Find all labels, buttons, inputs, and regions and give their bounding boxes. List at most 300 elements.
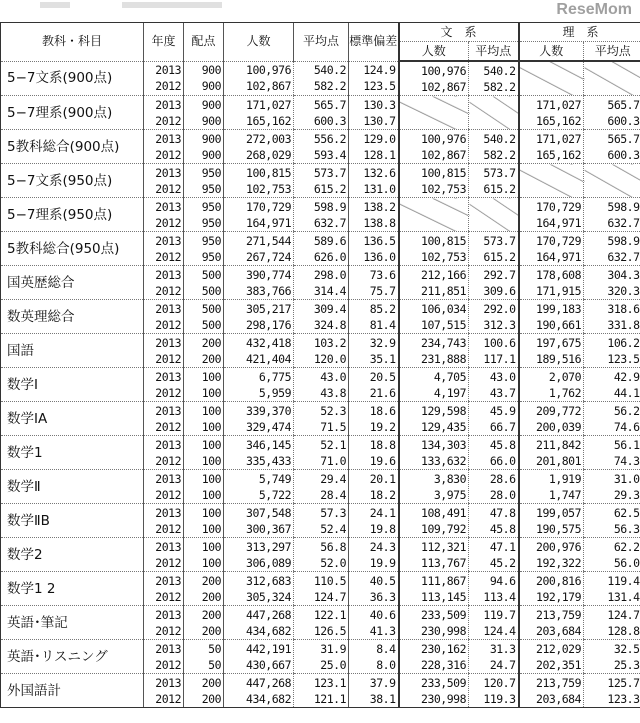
watermark-logo: ReseMom [556, 1, 632, 18]
value-2013: 136.5 [363, 233, 396, 248]
value-2012: 200 [201, 623, 221, 638]
value-2013: 2013 [155, 233, 181, 248]
rikei-avg-cell [584, 504, 640, 538]
year-cell [144, 640, 184, 674]
value-2012: 38.1 [369, 691, 396, 706]
table-row [1, 674, 640, 708]
rikei-count-cell [519, 232, 584, 266]
value-2012: 120.0 [313, 351, 346, 366]
value-2012: 950 [201, 249, 221, 264]
avg-cell [294, 572, 349, 606]
bunkei-avg-cell [469, 572, 519, 606]
count-cell [224, 606, 294, 640]
bunkei-avg-cell [469, 266, 519, 300]
rikei-avg-cell [584, 300, 640, 334]
value-2012: 306,089 [246, 555, 291, 570]
count-cell [224, 130, 294, 164]
value-2013: 950 [201, 165, 221, 180]
avg-cell [294, 164, 349, 198]
rikei-count-cell [519, 130, 584, 164]
header-subject: 教科・科目 [1, 23, 144, 62]
value-2013: 124.7 [607, 607, 640, 622]
value-2013: 318.6 [607, 301, 640, 316]
value-2013: 234,743 [421, 335, 466, 350]
value-2012: 2012 [155, 249, 181, 264]
value-2013: 950 [201, 199, 221, 214]
value-2012: 45.2 [489, 555, 516, 570]
value-2012: 2012 [155, 283, 181, 298]
value-2013: 565.7 [313, 97, 346, 112]
value-2013: 40.5 [369, 573, 396, 588]
value-2013: 272,003 [246, 131, 291, 146]
bunkei-avg-cell [469, 640, 519, 674]
value-2012: 128.8 [607, 623, 640, 638]
value-2012: 2012 [155, 623, 181, 638]
value-2012: 331.8 [607, 317, 640, 332]
value-2012: 615.2 [483, 249, 516, 264]
value-2013: 2013 [155, 437, 181, 452]
points-cell [184, 232, 224, 266]
value-2012: 100 [201, 453, 221, 468]
value-2013: 292.0 [483, 301, 516, 316]
value-2013: 124.9 [363, 63, 396, 78]
rikei-count-cell [519, 198, 584, 232]
bunkei-count-cell [399, 266, 469, 300]
value-2013: 6,775 [258, 369, 291, 384]
value-2013: 47.8 [489, 505, 516, 520]
year-cell [144, 436, 184, 470]
count-cell [224, 300, 294, 334]
value-2012: 113,145 [421, 589, 466, 604]
header-bunkei-avg: 平均点 [469, 42, 519, 62]
value-2013: 62.5 [613, 505, 640, 520]
rikei-avg-cell [584, 266, 640, 300]
bunkei-count-cell [399, 436, 469, 470]
value-2012: 131.0 [363, 181, 396, 196]
value-2013: 170,729 [536, 199, 582, 214]
points-cell [184, 334, 224, 368]
avg-cell [294, 674, 349, 708]
value-2012: 43.8 [320, 385, 346, 400]
value-2013: 31.3 [489, 641, 516, 656]
bunkei-count-cell [399, 368, 469, 402]
value-2013: 5,749 [258, 471, 291, 486]
value-2013: 20.5 [369, 369, 396, 384]
value-2013: 94.6 [489, 573, 516, 588]
avg-cell [294, 436, 349, 470]
value-2012: 5,722 [258, 487, 291, 502]
rikei-avg-cell [584, 334, 640, 368]
rikei-avg-cell [584, 538, 640, 572]
value-2012: 43.7 [489, 385, 516, 400]
value-2012: 124.7 [313, 589, 346, 604]
sd-cell [349, 640, 399, 674]
value-2012: 312.3 [483, 317, 516, 332]
value-2012: 71.0 [320, 453, 346, 468]
avg-cell [294, 368, 349, 402]
rikei-avg-cell [584, 130, 640, 164]
value-2012: 615.2 [483, 181, 516, 196]
value-2012: 113.4 [483, 589, 516, 604]
points-cell [184, 61, 224, 96]
value-2012: 44.1 [613, 385, 640, 400]
value-2013: 2013 [155, 539, 181, 554]
value-2013: 28.6 [489, 471, 516, 486]
year-cell [144, 198, 184, 232]
value-2013: 100,976 [421, 63, 466, 78]
table-row [1, 572, 640, 606]
value-2012: 2012 [155, 317, 181, 332]
value-2012: 100 [201, 385, 221, 400]
value-2012: 133,632 [421, 453, 466, 468]
value-2012: 66.7 [489, 419, 516, 434]
bunkei-count-cell [399, 232, 469, 266]
value-2012: 136.0 [363, 249, 396, 264]
rikei-avg-cell [584, 572, 640, 606]
value-2013: 56.8 [320, 539, 346, 554]
subject-name: 5−7理系(950点) [1, 198, 144, 232]
value-2012: 100 [201, 487, 221, 502]
count-cell [224, 198, 294, 232]
value-2013: 125.7 [607, 675, 640, 690]
bunkei-count-cell [399, 402, 469, 436]
count-cell [224, 368, 294, 402]
value-2012: 121.1 [313, 691, 346, 706]
avg-cell [294, 96, 349, 130]
bunkei-count-cell [399, 300, 469, 334]
rikei-avg-cell [584, 402, 640, 436]
value-2013: 29.4 [320, 471, 346, 486]
sd-cell [349, 402, 399, 436]
subject-name: 5−7理系(900点) [1, 96, 144, 130]
subject-name: 数学ⅡB [1, 504, 144, 538]
value-2012: 189,516 [536, 351, 582, 366]
subject-name: 5教科総合(900点) [1, 130, 144, 164]
value-2012: 900 [201, 79, 221, 94]
table-row [1, 606, 640, 640]
points-cell [184, 198, 224, 232]
bunkei-count-na-cell [399, 198, 469, 232]
value-2012: 102,753 [421, 181, 466, 196]
header-sd: 標準偏差 [349, 23, 399, 62]
value-2013: 138.2 [363, 199, 396, 214]
value-2012: 24.7 [489, 657, 516, 672]
value-2012: 950 [201, 181, 221, 196]
value-2012: 109,792 [421, 521, 466, 536]
rikei-count-cell [519, 436, 584, 470]
avg-cell [294, 232, 349, 266]
rikei-count-cell [519, 334, 584, 368]
value-2013: 200 [201, 607, 221, 622]
value-2012: 211,851 [421, 283, 466, 298]
value-2012: 2012 [155, 351, 181, 366]
rikei-count-cell [519, 266, 584, 300]
rikei-count-cell [519, 300, 584, 334]
value-2013: 100 [201, 471, 221, 486]
rikei-count-cell [519, 96, 584, 130]
value-2013: 573.7 [313, 165, 346, 180]
value-2013: 120.7 [483, 675, 516, 690]
value-2013: 43.0 [489, 369, 516, 384]
value-2012: 2012 [155, 147, 181, 162]
value-2012: 900 [201, 147, 221, 162]
points-cell [184, 96, 224, 130]
title-blur [122, 2, 222, 8]
value-2013: 200 [201, 335, 221, 350]
sd-cell [349, 436, 399, 470]
sd-cell [349, 198, 399, 232]
bunkei-avg-cell [469, 368, 519, 402]
value-2012: 41.3 [369, 623, 396, 638]
avg-cell [294, 640, 349, 674]
value-2012: 165,162 [536, 113, 582, 128]
header-count: 人数 [224, 23, 294, 62]
value-2012: 5,959 [258, 385, 291, 400]
count-cell [224, 674, 294, 708]
value-2013: 2013 [155, 641, 181, 656]
value-2012: 102,753 [246, 181, 291, 196]
value-2013: 50 [208, 641, 221, 656]
value-2013: 56.2 [613, 403, 640, 418]
value-2013: 106,034 [421, 301, 466, 316]
table-row [1, 61, 640, 96]
value-2013: 45.9 [489, 403, 516, 418]
value-2013: 199,057 [536, 505, 582, 520]
table-row [1, 164, 640, 198]
count-cell [224, 572, 294, 606]
points-cell [184, 538, 224, 572]
value-2012: 102,867 [421, 79, 466, 94]
points-cell [184, 402, 224, 436]
subject-name: 5−7文系(900点) [1, 61, 144, 96]
table-row [1, 402, 640, 436]
table-row [1, 96, 640, 130]
count-cell [224, 96, 294, 130]
avg-cell [294, 61, 349, 96]
value-2012: 25.3 [613, 657, 640, 672]
value-2013: 307,548 [246, 505, 291, 520]
value-2013: 100,815 [421, 233, 466, 248]
value-2012: 203,684 [536, 691, 582, 706]
year-cell [144, 130, 184, 164]
value-2013: 200 [201, 675, 221, 690]
header-rikei: 理 系 [519, 23, 640, 42]
value-2013: 212,166 [421, 267, 466, 282]
value-2013: 390,774 [246, 267, 291, 282]
value-2012: 383,766 [246, 283, 291, 298]
value-2012: 8.0 [376, 657, 396, 672]
points-cell [184, 674, 224, 708]
rikei-count-cell [519, 606, 584, 640]
value-2013: 100 [201, 437, 221, 452]
value-2012: 71.5 [320, 419, 346, 434]
rikei-avg-cell [584, 96, 640, 130]
value-2012: 593.4 [313, 147, 346, 162]
value-2013: 200,816 [536, 573, 582, 588]
value-2013: 85.2 [369, 301, 396, 316]
value-2013: 200 [201, 573, 221, 588]
value-2012: 582.2 [483, 79, 516, 94]
value-2012: 124.4 [483, 623, 516, 638]
value-2013: 100.6 [483, 335, 516, 350]
value-2013: 233,509 [421, 675, 466, 690]
value-2013: 47.1 [489, 539, 516, 554]
count-cell [224, 436, 294, 470]
value-2012: 35.1 [369, 351, 396, 366]
avg-cell [294, 504, 349, 538]
subject-name: 数学2 [1, 538, 144, 572]
value-2012: 19.6 [369, 453, 396, 468]
sd-cell [349, 674, 399, 708]
value-2013: 2013 [155, 607, 181, 622]
value-2013: 900 [201, 63, 221, 78]
count-cell [224, 232, 294, 266]
value-2013: 213,759 [536, 607, 582, 622]
bunkei-avg-cell [469, 232, 519, 266]
value-2012: 123.5 [363, 79, 396, 94]
value-2012: 164,971 [246, 215, 291, 230]
value-2013: 211,842 [536, 437, 582, 452]
value-2013: 598.9 [607, 233, 640, 248]
value-2013: 31.0 [613, 471, 640, 486]
value-2013: 122.1 [313, 607, 346, 622]
value-2012: 950 [201, 215, 221, 230]
subject-name: 数学ⅠA [1, 402, 144, 436]
value-2013: 432,418 [246, 335, 291, 350]
subject-name: 数学Ⅱ [1, 470, 144, 504]
count-cell [224, 266, 294, 300]
rikei-avg-cell [584, 640, 640, 674]
bunkei-avg-na-cell [469, 198, 519, 232]
value-2013: 18.6 [369, 403, 396, 418]
value-2013: 2013 [155, 505, 181, 520]
value-2012: 126.5 [313, 623, 346, 638]
value-2013: 73.6 [369, 267, 396, 282]
bunkei-count-cell [399, 572, 469, 606]
value-2012: 190,575 [536, 521, 582, 536]
count-cell [224, 61, 294, 96]
value-2013: 2013 [155, 131, 181, 146]
value-2012: 615.2 [313, 181, 346, 196]
value-2013: 209,772 [536, 403, 582, 418]
value-2012: 202,351 [536, 657, 582, 672]
points-cell [184, 640, 224, 674]
value-2012: 138.8 [363, 215, 396, 230]
header-bunkei: 文 系 [399, 23, 519, 42]
value-2012: 335,433 [246, 453, 291, 468]
value-2012: 74.3 [613, 453, 640, 468]
value-2012: 200,039 [536, 419, 582, 434]
value-2013: 950 [201, 233, 221, 248]
sd-cell [349, 300, 399, 334]
rikei-avg-na-cell [584, 164, 640, 198]
year-cell [144, 334, 184, 368]
year-cell [144, 96, 184, 130]
value-2012: 19.2 [369, 419, 396, 434]
count-cell [224, 470, 294, 504]
table-row [1, 266, 640, 300]
bunkei-count-cell [399, 61, 469, 96]
value-2013: 447,268 [246, 675, 291, 690]
sd-cell [349, 538, 399, 572]
value-2012: 900 [201, 113, 221, 128]
rikei-avg-cell [584, 470, 640, 504]
value-2012: 267,724 [246, 249, 291, 264]
value-2012: 600.3 [313, 113, 346, 128]
rikei-avg-cell [584, 674, 640, 708]
value-2012: 117.1 [483, 351, 516, 366]
bunkei-avg-na-cell [469, 96, 519, 130]
avg-cell [294, 470, 349, 504]
year-cell [144, 504, 184, 538]
value-2012: 324.8 [313, 317, 346, 332]
value-2012: 329,474 [246, 419, 291, 434]
bunkei-avg-cell [469, 61, 519, 96]
value-2013: 130.3 [363, 97, 396, 112]
value-2013: 170,729 [536, 233, 582, 248]
value-2013: 305,217 [246, 301, 291, 316]
table-row [1, 334, 640, 368]
value-2012: 231,888 [421, 351, 466, 366]
avg-cell [294, 538, 349, 572]
value-2013: 2013 [155, 63, 181, 78]
value-2013: 199,183 [536, 301, 582, 316]
value-2013: 100 [201, 403, 221, 418]
value-2013: 112,321 [421, 539, 466, 554]
value-2012: 3,975 [433, 487, 466, 502]
avg-cell [294, 266, 349, 300]
rikei-count-cell [519, 538, 584, 572]
value-2013: 56.1 [613, 437, 640, 452]
bunkei-count-cell [399, 640, 469, 674]
value-2012: 632.7 [313, 215, 346, 230]
bunkei-avg-cell [469, 334, 519, 368]
bunkei-count-cell [399, 504, 469, 538]
table-row [1, 538, 640, 572]
value-2012: 430,667 [246, 657, 291, 672]
table-row [1, 130, 640, 164]
bunkei-avg-cell [469, 504, 519, 538]
value-2012: 434,682 [246, 691, 291, 706]
value-2012: 164,971 [536, 215, 582, 230]
sd-cell [349, 470, 399, 504]
value-2012: 123.3 [607, 691, 640, 706]
value-2013: 52.1 [320, 437, 346, 452]
value-2012: 52.0 [320, 555, 346, 570]
value-2012: 56.3 [613, 521, 640, 536]
value-2012: 2012 [155, 691, 181, 706]
sd-cell [349, 232, 399, 266]
value-2013: 573.7 [483, 233, 516, 248]
points-cell [184, 606, 224, 640]
rikei-count-cell [519, 504, 584, 538]
bunkei-avg-cell [469, 606, 519, 640]
points-cell [184, 300, 224, 334]
value-2012: 500 [201, 317, 221, 332]
value-2013: 31.9 [320, 641, 346, 656]
value-2012: 100 [201, 521, 221, 536]
value-2013: 171,027 [536, 97, 582, 112]
value-2013: 106.2 [607, 335, 640, 350]
value-2012: 66.0 [489, 453, 516, 468]
points-cell [184, 368, 224, 402]
value-2012: 192,179 [536, 589, 582, 604]
value-2013: 2013 [155, 369, 181, 384]
value-2012: 200 [201, 691, 221, 706]
value-2013: 313,297 [246, 539, 291, 554]
year-cell [144, 572, 184, 606]
value-2012: 582.2 [483, 147, 516, 162]
